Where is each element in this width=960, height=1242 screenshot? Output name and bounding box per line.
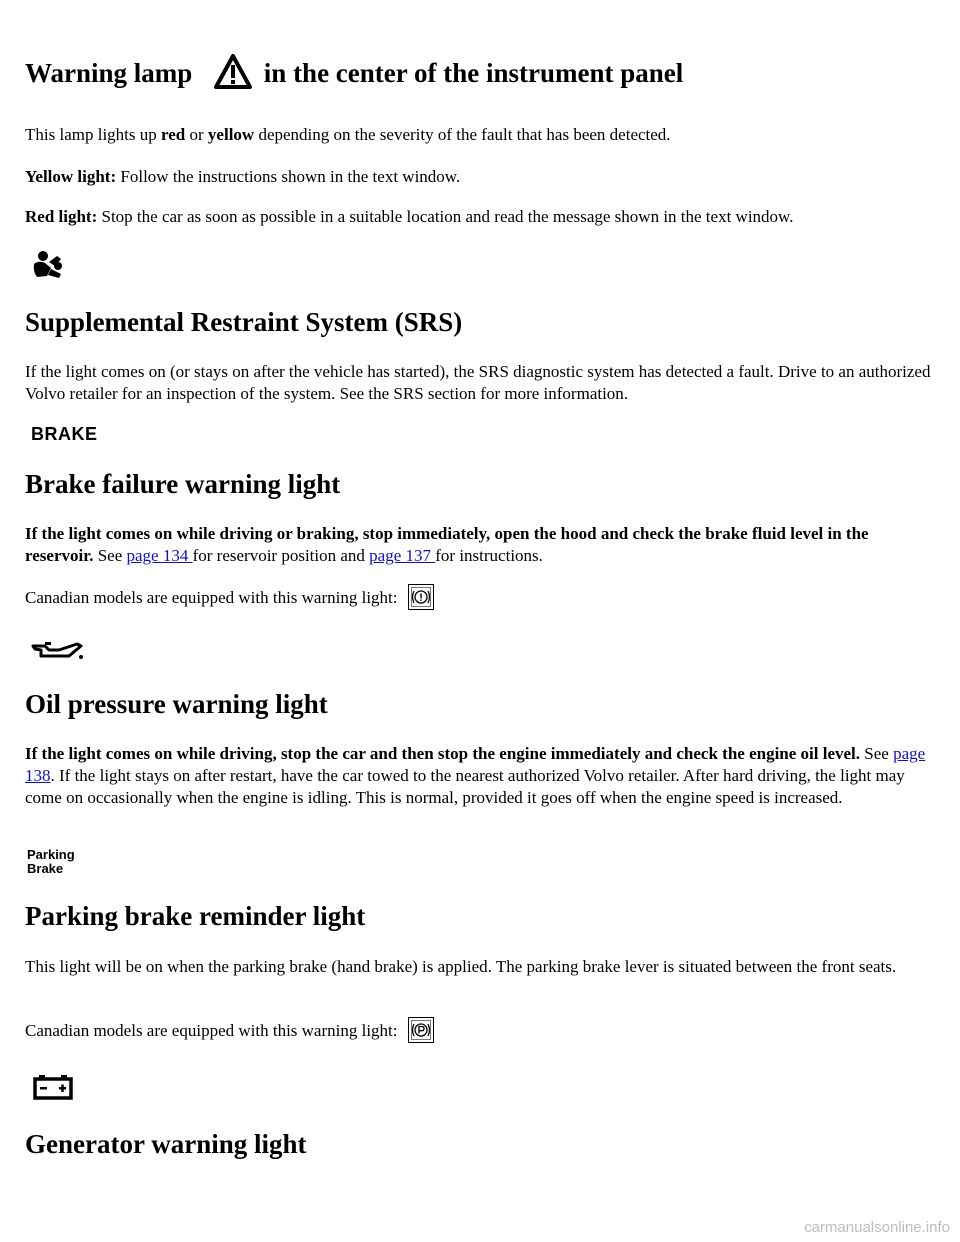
warning-triangle-icon [213, 53, 253, 91]
srs-description: If the light comes on (or stays on after the vehicle has started), the SRS diagnostic system has detected a fault. Drive to an authorized Volvo retailer for an inspection of the system. See the SRS section for more information. [25, 362, 931, 403]
oil-heading: Oil pressure warning light [25, 689, 328, 719]
srs-heading: Supplemental Restraint System (SRS) [25, 307, 463, 337]
page-137-link[interactable]: page 137 [369, 546, 436, 565]
generator-heading: Generator warning light [25, 1129, 307, 1159]
brake-canadian-text: Canadian models are equipped with this warning light: [25, 586, 935, 612]
oil-can-icon [31, 640, 85, 662]
warning-lamp-description: This lamp lights up red or yellow depending on the severity of the fault that has been detected. [25, 125, 671, 144]
warning-lamp-heading [25, 57, 683, 95]
page-134-link[interactable]: page 134 [126, 546, 193, 565]
red-light-text: Red light: Stop the car as soon as possible in a suitable location and read the message shown in the text window. [25, 207, 794, 226]
brake-description: If the light comes on while driving or braking, stop immediately, open the hood and check the brake fluid level in the reservoir. See page 134 for reservoir position and page 137 for instructions. [25, 524, 869, 565]
yellow-light-text: Yellow light: Follow the instructions shown in the text window. [25, 167, 461, 186]
parking-canadian-text: Canadian models are equipped with this warning light: [25, 1019, 935, 1045]
parking-brake-description: This light will be on when the parking brake (hand brake) is applied. The parking brake lever is situated between the front seats. [25, 957, 897, 976]
brake-icon: BRAKE [31, 424, 98, 444]
canadian-parking-icon [408, 1017, 434, 1043]
heading-text: Warning lamp [25, 58, 193, 89]
srs-airbag-icon [31, 250, 65, 280]
battery-icon [33, 1074, 73, 1100]
parking-brake-heading: Parking brake reminder light [25, 901, 366, 931]
heading-text: in the center of the instrument panel [263, 58, 684, 89]
parking-brake-icon: Parking Brake [27, 847, 75, 876]
brake-heading: Brake failure warning light [25, 469, 341, 499]
canadian-brake-icon [408, 584, 434, 610]
page-138-link[interactable]: page 138 [25, 744, 926, 785]
oil-description: If the light comes on while driving, stop the car and then stop the engine immediately and check the engine oil level. See page 138. If the light stays on after restart, have the car towed to the nearest authorized Volvo retailer. After hard driving, the light may come on occasionally when the engine is idling. This is normal, provided it goes off when the engine speed is increased. [25, 744, 926, 807]
watermark: carmanualsonline.info [804, 1219, 950, 1236]
